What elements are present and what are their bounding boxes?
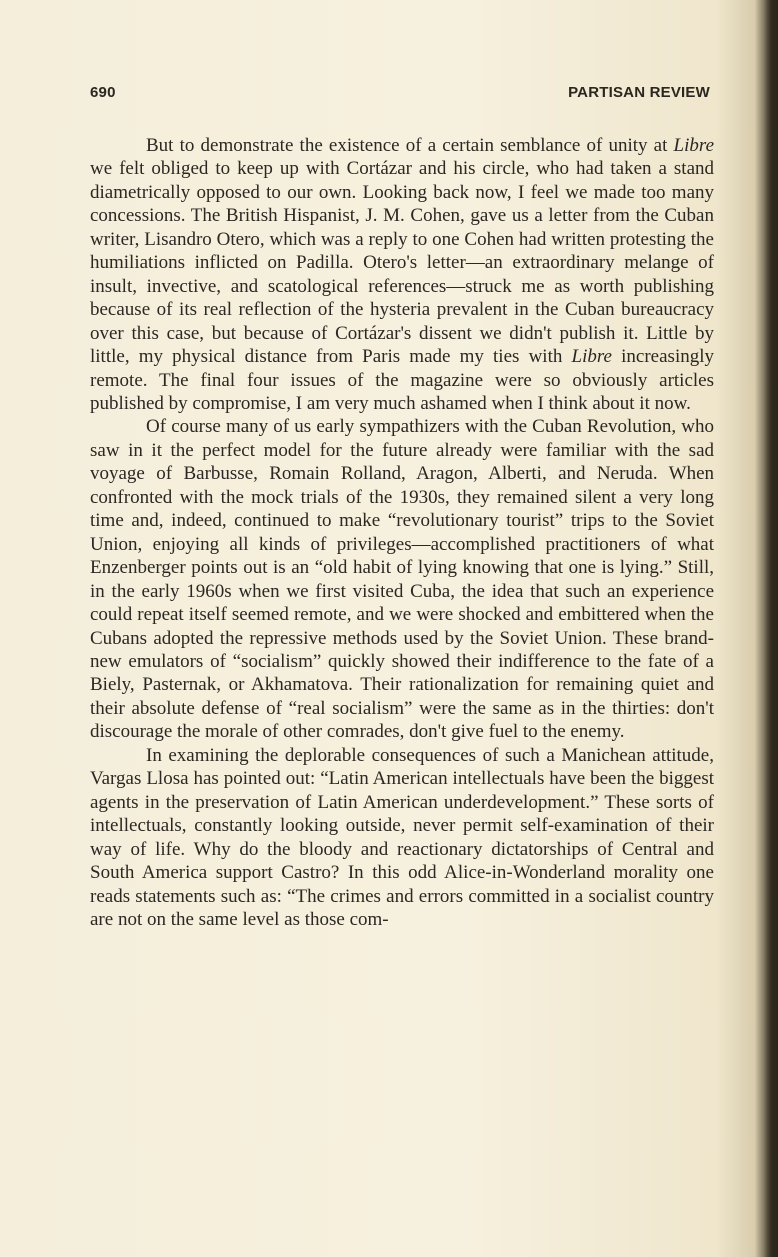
paragraph-text: increasingly remote. The final four issues of the magazine were so obviously articles published by compromise, I am very much ashamed when I think about it now. — [90, 346, 714, 414]
paragraph-text: But to demonstrate the existence of a certain semblance of unity at — [146, 135, 674, 156]
paragraph-text: In examining the deplorable consequences of such a Manichean attitude, Vargas Llosa has pointed out: “Latin American intellectuals have been the biggest agents in the preservation of Latin American underdevelopment.” These sorts of intellectuals, constantly looking outside, never permit self-examination of their way of life. Why do the bloody and reactionary dictatorships of Central and South America support Castro? In this odd Alice-in-Wonderland morality one reads statements such as: “The crimes and errors committed in a socialist country are not on the same level as those com- — [90, 744, 714, 930]
running-title: PARTISAN REVIEW — [568, 84, 710, 101]
paragraph — [90, 415, 714, 743]
book-spine-shadow — [764, 0, 778, 1257]
paragraph-text: Of course many of us early sympathizers with the Cuban Revolution, who saw in it the perfect model for the future already were familiar with the sad voyage of Barbusse, Romain Rolland, Aragon, Alberti, and Neruda. When confronted with the mock trials of the 1930s, they remained silent a very long time and, indeed, continued to make “revolutionary tourist” trips to the Soviet Union, enjoying all kinds of privileges—accomplished practitioners of what Enzenberger points out is an “old habit of lying knowing that one is lying.” Still, in the early 1960s when we first visited Cuba, the idea that such an experience could repeat itself seemed remote, and we were shocked and embittered when the Cubans adopted the repressive methods used by the Soviet Union. These brand-new emulators of “socialism” quickly showed their indifference to the fate of a Biely, Pasternak, or Akhamatova. Their rationalization for remaining quiet and their absolute defense of “real socialism” were the same as in the thirties: don't discourage the morale of other comrades, don't give fuel to the enemy. — [90, 416, 714, 743]
page-number: 690 — [90, 84, 116, 101]
paragraph — [90, 744, 714, 932]
italic-title: Libre — [673, 135, 714, 156]
running-header — [90, 84, 710, 104]
article-body — [90, 134, 714, 931]
paragraph — [90, 134, 714, 415]
italic-title: Libre — [571, 346, 612, 368]
paragraph-text: we felt obliged to keep up with Cortázar and his circle, who had taken a stand diametrically opposed to our own. Looking back now, I feel we made too many concessions. The British Hispanist, J. M. Cohen, gave us a letter from the Cuban writer, Lisandro Otero, which was a reply to one Cohen had written protesting the humiliations inflicted on Padilla. Otero's letter—an extraordinary melange of insult, invective, and scatological references—struck me as worth publishing because of its real reflection of the hysteria prevalent in the Cuban bureaucracy over this case, but because of Cortázar's dissent we didn't publish it. Little by little, my physical distance from Paris made my ties with — [90, 158, 714, 368]
